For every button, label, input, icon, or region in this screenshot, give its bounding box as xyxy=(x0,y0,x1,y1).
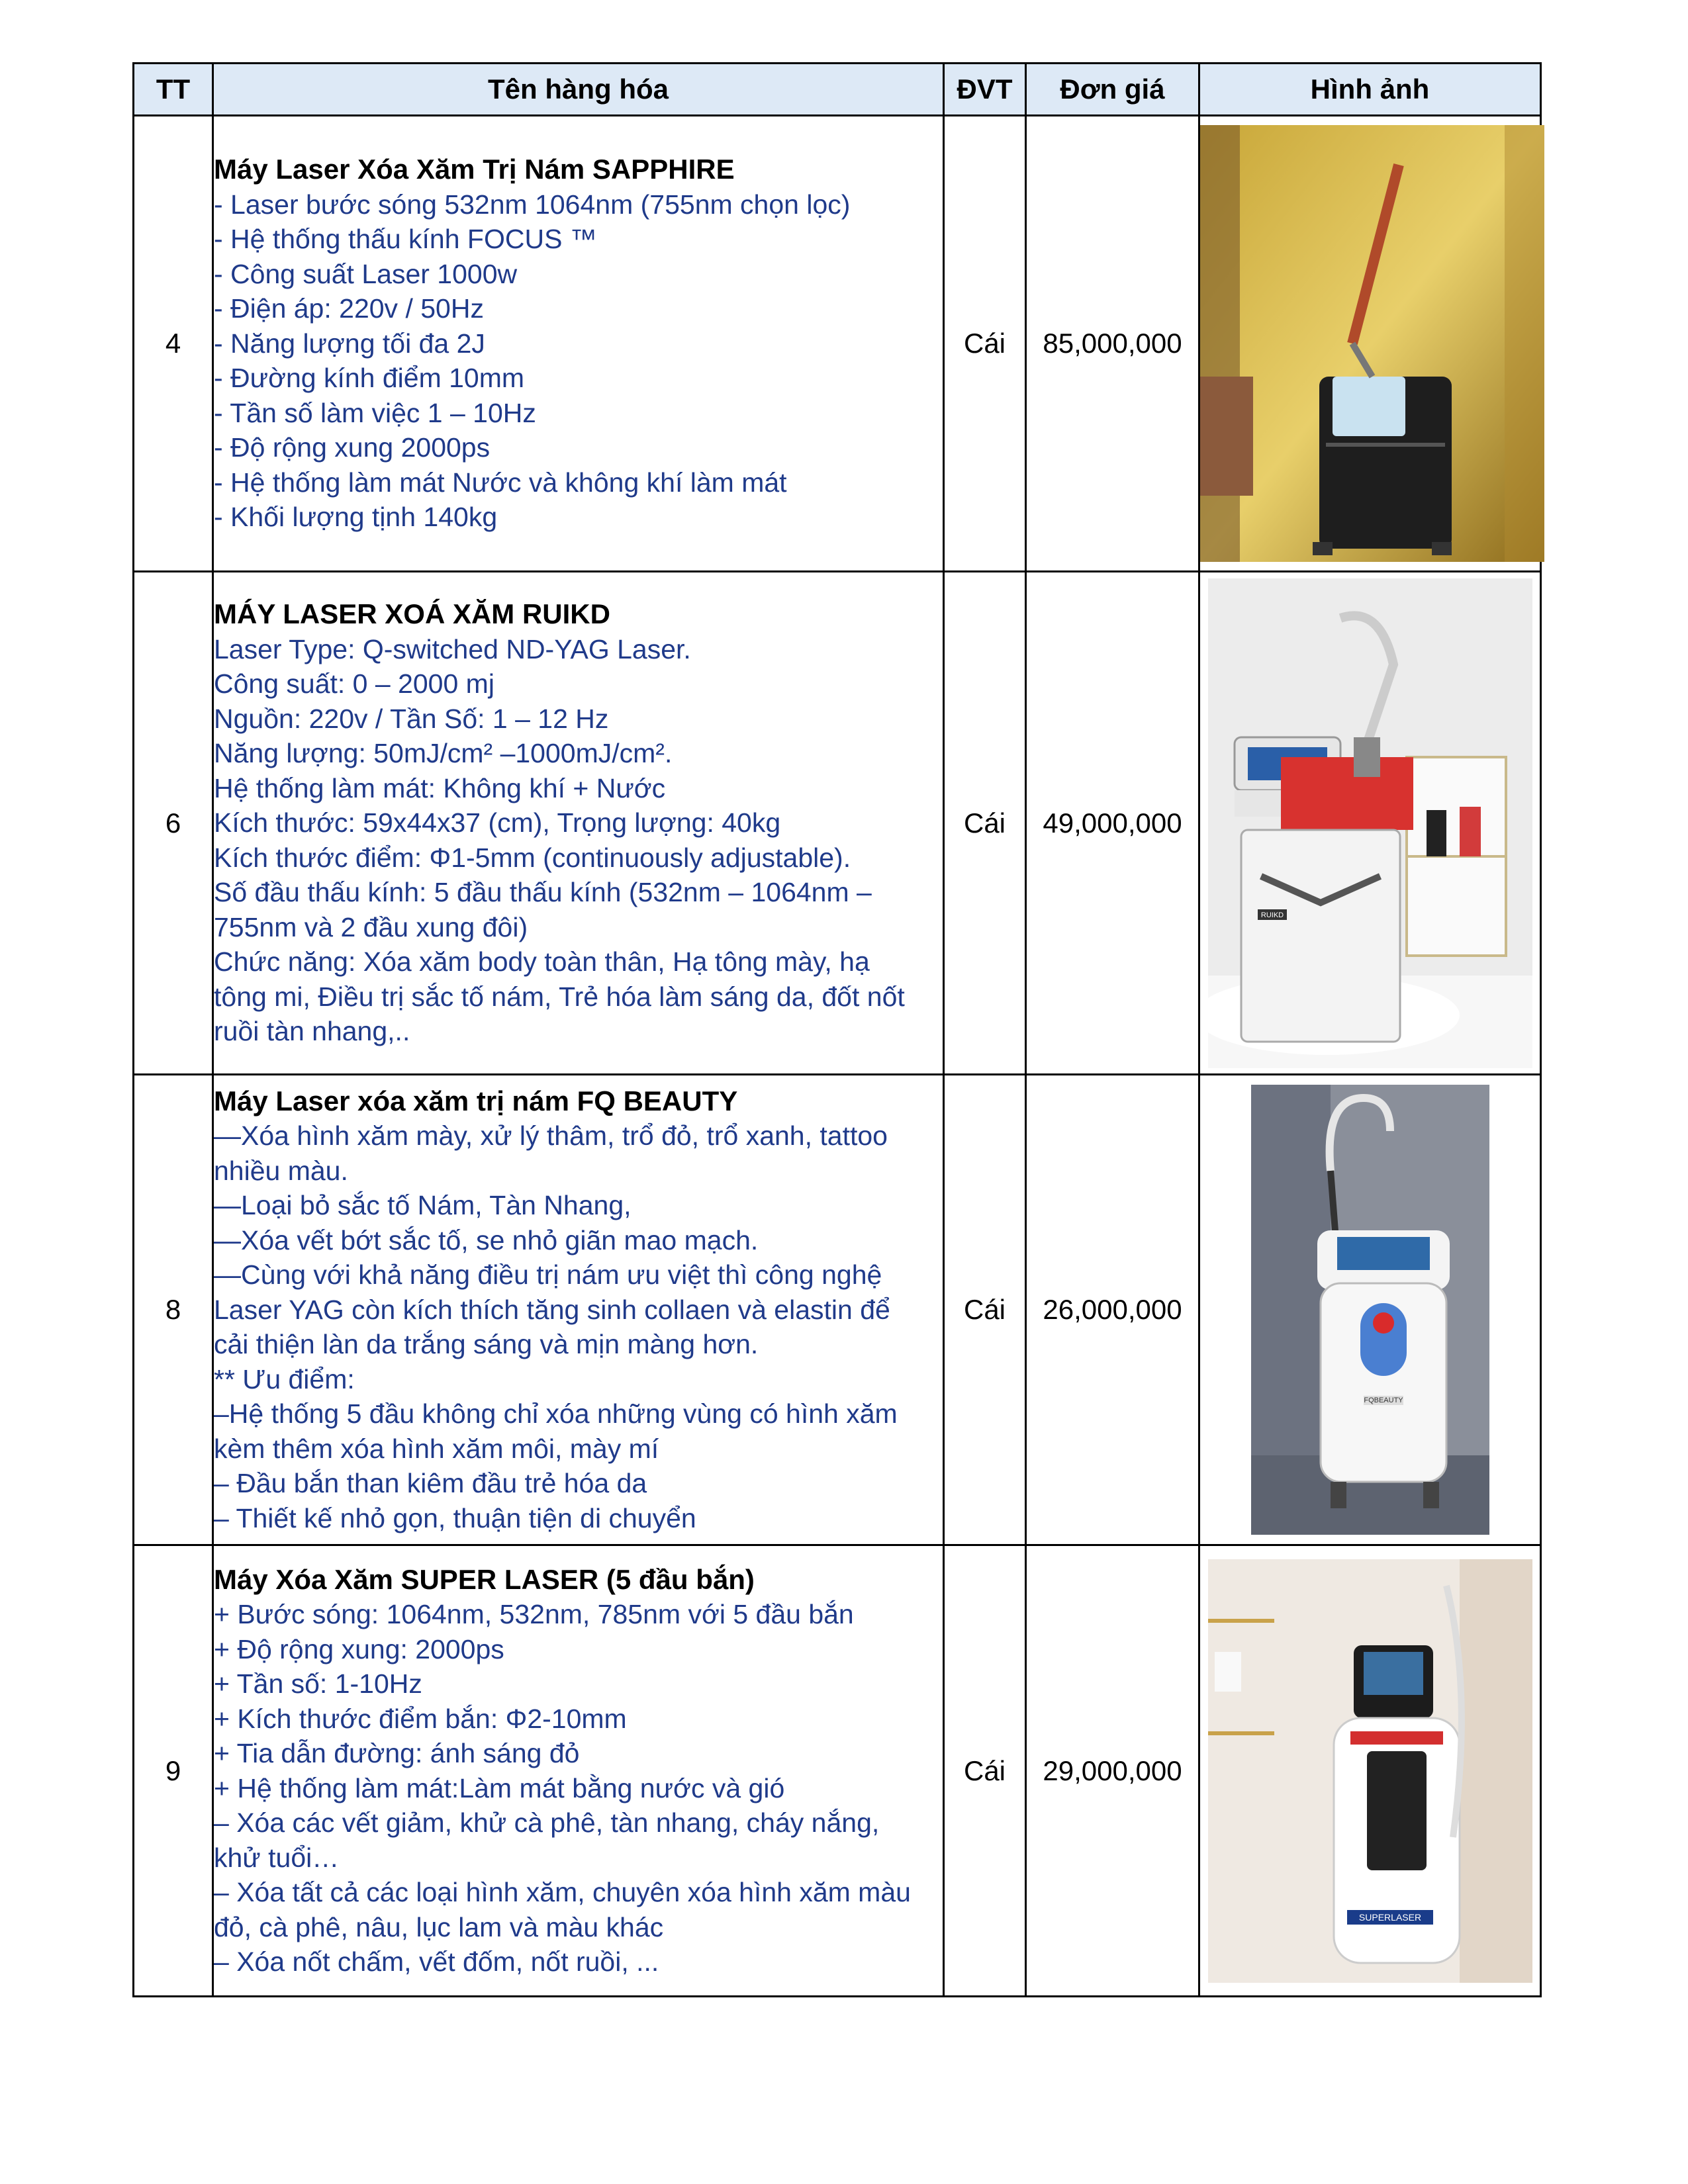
spec-line: —Loại bỏ sắc tố Nám, Tàn Nhang, xyxy=(214,1190,632,1221)
row-price: 85,000,000 xyxy=(1026,116,1199,572)
row-description xyxy=(213,1545,944,1997)
row-tt: 4 xyxy=(134,116,213,572)
header-row xyxy=(134,64,1541,116)
header-tt: TT xyxy=(134,64,213,116)
spec-line: Kích thước: 59x44x37 (cm), Trọng lượng: 40kg xyxy=(214,807,781,839)
spec-line: Công suất: 0 – 2000 mj xyxy=(214,668,494,700)
row-description xyxy=(213,1075,944,1545)
product-photo xyxy=(1200,125,1544,562)
spec-line: Laser Type: Q-switched ND-YAG Laser. xyxy=(214,633,691,664)
machine-label: FQBEAUTY xyxy=(1363,1396,1403,1404)
row-unit: Cái xyxy=(944,572,1026,1075)
spec-line: 755nm và 2 đầu xung đôi) xyxy=(214,911,528,942)
product-table xyxy=(132,62,1542,1997)
row-image-cell xyxy=(1199,572,1541,1075)
spec-line: ** Ưu điểm: xyxy=(214,1363,355,1394)
row-image-cell xyxy=(1199,1545,1541,1997)
spec-line: - Laser bước sóng 532nm 1064nm (755nm chọn lọc) xyxy=(214,189,851,220)
product-title: MÁY LASER XOÁ XĂM RUIKD xyxy=(214,598,610,630)
spec-line: —Cùng với khả năng điều trị nám ưu việt thì công nghệ xyxy=(214,1259,882,1291)
row-description xyxy=(213,116,944,572)
row-unit: Cái xyxy=(944,1075,1026,1545)
header-image: Hình ảnh xyxy=(1199,64,1541,116)
row-price: 29,000,000 xyxy=(1026,1545,1199,1997)
spec-line: khử tuổi… xyxy=(214,1842,340,1873)
spec-line: + Hệ thống làm mát:Làm mát bằng nước và gió xyxy=(214,1772,785,1803)
spec-line: + Tia dẫn đường: ánh sáng đỏ xyxy=(214,1738,580,1768)
spec-line: – Đầu bắn than kiêm đầu trẻ hóa da xyxy=(214,1468,647,1499)
spec-line: + Kích thước điểm bắn: Φ2-10mm xyxy=(214,1703,627,1734)
product-title: Máy Laser Xóa Xăm Trị Nám SAPPHIRE xyxy=(214,154,735,185)
spec-line: Nguồn: 220v / Tần Số: 1 – 12 Hz xyxy=(214,703,609,734)
spec-line: Năng lượng: 50mJ/cm² –1000mJ/cm². xyxy=(214,738,673,769)
row-tt: 6 xyxy=(134,572,213,1075)
row-unit: Cái xyxy=(944,116,1026,572)
machine-label: SUPERLASER xyxy=(1358,1911,1421,1923)
spec-line: - Độ rộng xung 2000ps xyxy=(214,432,491,463)
spec-line: Hệ thống làm mát: Không khí + Nước xyxy=(214,772,666,803)
table-row xyxy=(134,1075,1541,1545)
spec-line: –Hệ thống 5 đầu không chỉ xóa những vùng có hình xăm xyxy=(214,1398,898,1430)
row-image-cell xyxy=(1199,1075,1541,1545)
spec-line: Laser YAG còn kích thích tăng sinh collaen và elastin để xyxy=(214,1294,890,1325)
row-price: 26,000,000 xyxy=(1026,1075,1199,1545)
table-row xyxy=(134,1545,1541,1997)
spec-line: Số đầu thấu kính: 5 đầu thấu kính (532nm – 1064nm – xyxy=(214,877,872,908)
spec-line: tông mi, Điều trị sắc tố nám, Trẻ hóa làm sáng da, đốt nốt xyxy=(214,981,905,1012)
row-tt: 8 xyxy=(134,1075,213,1545)
header-price: Đơn giá xyxy=(1026,64,1199,116)
spec-line: —Xóa vết bớt sắc tố, se nhỏ giãn mao mạch. xyxy=(214,1224,759,1255)
spec-line: cải thiện làn da trắng sáng và mịn màng hơn. xyxy=(214,1329,759,1360)
spec-line: ruồi tàn nhang,.. xyxy=(214,1016,410,1047)
spec-line: - Tần số làm việc 1 – 10Hz xyxy=(214,397,536,428)
product-photo xyxy=(1208,578,1532,1068)
spec-line: + Độ rộng xung: 2000ps xyxy=(214,1633,504,1664)
spec-line: + Bước sóng: 1064nm, 532nm, 785nm với 5 đầu bắn xyxy=(214,1599,854,1629)
spec-line: - Hệ thống thấu kính FOCUS ™ xyxy=(214,224,597,255)
spec-line: Chức năng: Xóa xăm body toàn thân, Hạ tông mày, hạ xyxy=(214,946,870,978)
spec-line: - Khối lượng tịnh 140kg xyxy=(214,502,498,533)
spec-line: kèm thêm xóa hình xăm môi, mày mí xyxy=(214,1433,659,1464)
row-unit: Cái xyxy=(944,1545,1026,1997)
spec-line: - Hệ thống làm mát Nước và không khí làm mát xyxy=(214,467,787,498)
product-title: Máy Laser xóa xăm trị nám FQ BEAUTY xyxy=(214,1085,738,1116)
row-description xyxy=(213,572,944,1075)
spec-line: Kích thước điểm: Φ1-5mm (continuously adjustable). xyxy=(214,842,851,873)
spec-line: —Xóa hình xăm mày, xử lý thâm, trổ đỏ, trổ xanh, tattoo xyxy=(214,1120,888,1152)
spec-line: - Công suất Laser 1000w xyxy=(214,258,518,289)
spec-line: - Năng lượng tối đa 2J xyxy=(214,328,485,359)
product-title: Máy Xóa Xăm SUPER LASER (5 đầu bắn) xyxy=(214,1563,755,1595)
product-photo xyxy=(1208,1559,1532,1983)
header-unit: ĐVT xyxy=(944,64,1026,116)
spec-line: - Điện áp: 220v / 50Hz xyxy=(214,293,484,324)
row-image-cell xyxy=(1199,116,1541,572)
spec-line: – Xóa các vết giảm, khử cà phê, tàn nhang, cháy nắng, xyxy=(214,1807,880,1838)
spec-line: – Xóa nốt chấm, vết đốm, nốt ruồi, ... xyxy=(214,1946,659,1977)
spec-line: – Xóa tất cả các loại hình xăm, chuyên xóa hình xăm màu xyxy=(214,1877,911,1907)
row-price: 49,000,000 xyxy=(1026,572,1199,1075)
table-row xyxy=(134,116,1541,572)
product-photo xyxy=(1251,1085,1489,1535)
header-name: Tên hàng hóa xyxy=(213,64,944,116)
spec-line: - Đường kính điểm 10mm xyxy=(214,363,525,394)
machine-label: RUIKD xyxy=(1260,911,1284,919)
spec-line: – Thiết kế nhỏ gọn, thuận tiện di chuyển xyxy=(214,1502,696,1533)
spec-line: nhiều màu. xyxy=(214,1155,348,1186)
spec-line: + Tần số: 1-10Hz xyxy=(214,1668,422,1699)
row-tt: 9 xyxy=(134,1545,213,1997)
table-row xyxy=(134,572,1541,1075)
spec-line: đỏ, cà phê, nâu, lục lam và màu khác xyxy=(214,1911,664,1942)
